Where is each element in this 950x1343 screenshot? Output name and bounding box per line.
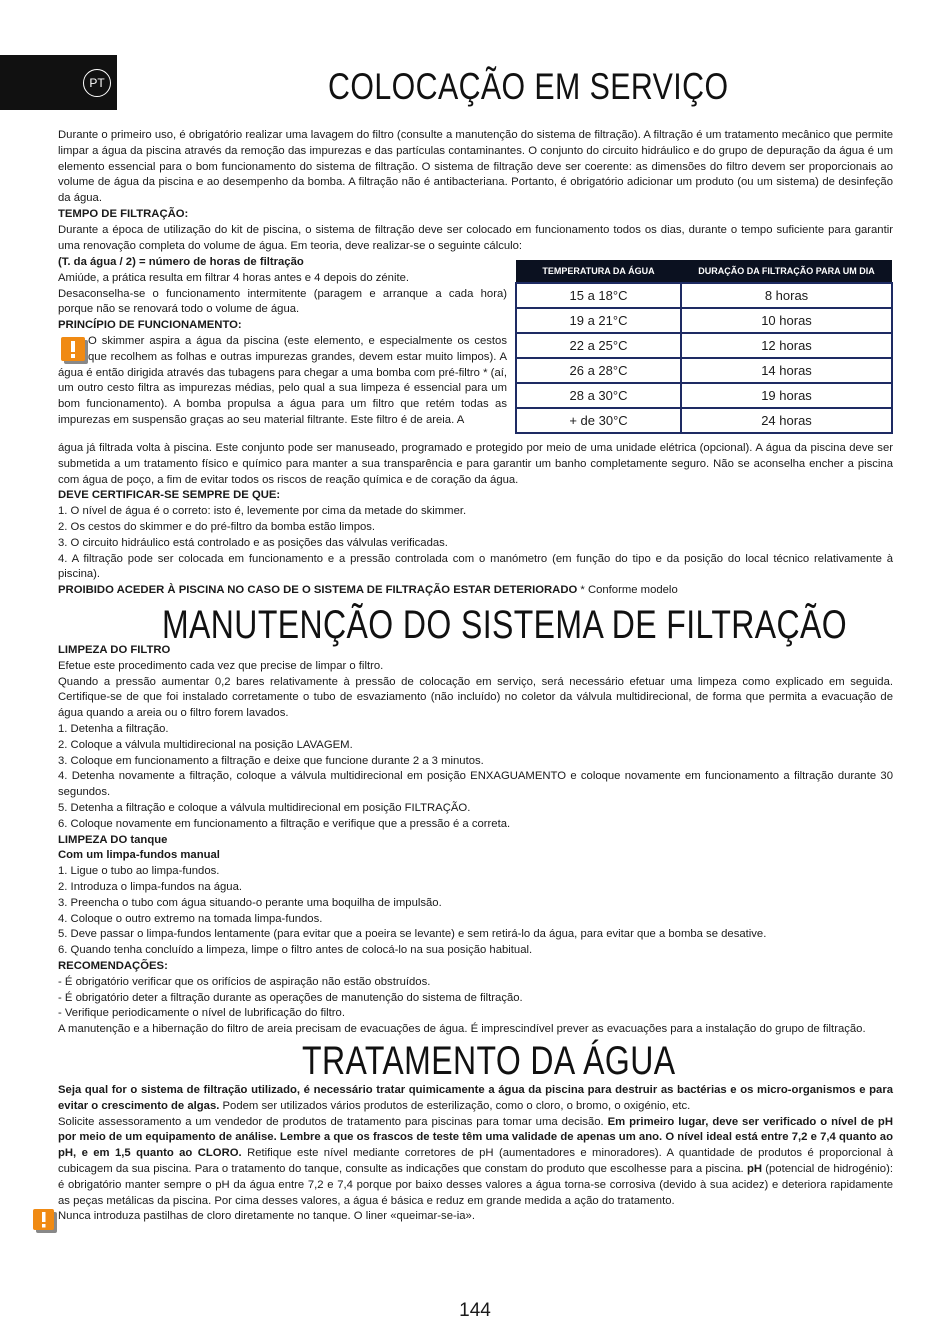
table-header-row xyxy=(516,260,892,283)
duration-cell: 10 horas xyxy=(681,308,892,333)
limpeza-tanque-heading: LIMPEZA DO tanque xyxy=(58,833,168,846)
tratamento-paragraph-3: Nunca introduza pastilhas de cloro diretamente no tanque. O liner «queimar-se-ia». xyxy=(58,1210,475,1223)
filtro-step: 1. Detenha a filtração. xyxy=(58,722,169,735)
tanque-step: 4. Coloque o outro extremo na tomada limpa-fundos. xyxy=(58,912,323,925)
deve-item: 1. O nível de água é o correto: isto é, levemente por cima da metade do skimmer. xyxy=(58,505,467,518)
deve-heading: DEVE CERTIFICAR-SE SEMPRE DE QUE: xyxy=(58,489,281,502)
tratamento-paragraph-1: Seja qual for o sistema de filtração utilizado, é necessário tratar quimicamente a água da piscina para destruir as bactérias e os micro-organismos e para evitar o crescimento de algas. Podem ser utilizados vários produtos de esterilização, como o cloro, o bromo, o oxigénio, etc. xyxy=(58,1084,893,1112)
duration-cell: 8 horas xyxy=(681,283,892,308)
temperature-cell: 22 a 25°C xyxy=(516,333,681,358)
duration-cell: 12 horas xyxy=(681,333,892,358)
table-row xyxy=(516,383,892,408)
table-row xyxy=(516,408,892,433)
intermittent-line: Desaconselha-se o funcionamento intermitente (paragem e arranque a cada hora) porque não se renovará todo o volume de água. xyxy=(58,287,507,316)
limpeza-filtro-line: Quando a pressão aumentar 0,2 bares relativamente à pressão de colocação em serviço, será necessário efetuar uma limpeza como explicado em seguida. Certifique-se de que foi instalado corretamente o tubo de esvaziamento (não incluído) no coletor da válvula multidirecional, de forma que permita a evacuação de água quando a areia ou o filtro forem lavados. xyxy=(58,675,893,720)
formula: (T. da água / 2) = número de horas de filtração xyxy=(58,256,304,268)
proibido-line: PROIBIDO ACEDER À PISCINA NO CASO DE O SISTEMA DE FILTRAÇÃO ESTAR DETERIORADO * Conforme modelo xyxy=(58,584,678,597)
tempo-paragraph: Durante a época de utilização do kit de piscina, o sistema de filtração deve ser colocado em funcionamento todos os dias, durante o tempo suficiente para garantir uma renovação completa do volume de água. Em teoria, deve realizar-se o seguinte cálculo: xyxy=(58,223,893,252)
tanque-step: 2. Introduza o limpa-fundos na água. xyxy=(58,880,243,893)
tanque-step: 5. Deve passar o limpa-fundos lentamente (para evitar que a poeira se levante) e sem retirá-lo da água, para evitar que a bomba se desative. xyxy=(58,928,767,941)
duration-cell: 19 horas xyxy=(681,383,892,408)
page-number: 144 xyxy=(459,1300,491,1321)
temperature-cell: + de 30°C xyxy=(516,408,681,433)
filtro-step: 4. Detenha novamente a filtração, coloque a válvula multidirecional em posição ENXAGUAMENTO e coloque novamente em funcionamento a filtração durante 30 segundos. xyxy=(58,770,893,799)
recomendacao-item: - É obrigatório deter a filtração durante as operações de manutenção do sistema de filtração. xyxy=(58,991,523,1004)
section1-left-column xyxy=(58,255,507,429)
filtro-step: 5. Detenha a filtração e coloque a válvula multidirecional em posição FILTRAÇÃO. xyxy=(58,801,471,814)
table-header-temperature: TEMPERATURA DA ÁGUA xyxy=(516,260,681,283)
temperature-cell: 26 a 28°C xyxy=(516,358,681,383)
duration-cell: 14 horas xyxy=(681,358,892,383)
recomendacoes-heading: RECOMENDAÇÕES: xyxy=(58,959,168,972)
recomendacao-item: - É obrigatório verificar que os orifícios de aspiração não estão obstruídos. xyxy=(58,975,431,988)
section-title-manutencao: MANUTENÇÃO DO SISTEMA DE FILTRAÇÃO xyxy=(162,603,848,647)
table-row xyxy=(516,283,892,308)
section-title-colocacao: COLOCAÇÃO EM SERVIÇO xyxy=(328,66,729,107)
section-title-tratamento: TRATAMENTO DA ÁGUA xyxy=(302,1039,676,1083)
section1-lower xyxy=(58,441,893,599)
filtration-table xyxy=(515,260,893,434)
table-header-duration: DURAÇÃO DA FILTRAÇÃO PARA UM DIA xyxy=(681,260,892,283)
tanque-step: 1. Ligue o tubo ao limpa-fundos. xyxy=(58,865,220,878)
section2-body xyxy=(58,643,893,1038)
limpeza-filtro-heading: LIMPEZA DO FILTRO xyxy=(58,644,171,656)
section3-body xyxy=(58,1083,893,1225)
tanque-step: 3. Preencha o tubo com água situando-o perante uma boquilha de impulsão. xyxy=(58,896,442,909)
deve-item: 2. Os cestos do skimmer e do pré-filtro da bomba estão limpos. xyxy=(58,520,376,533)
practice-line: Amiúde, a prática resulta em filtrar 4 horas antes e 4 depois do zénite. xyxy=(58,271,410,284)
principio-continuation: água já filtrada volta à piscina. Este conjunto pode ser manuseado, programado e protegido por meio de uma unidade elétrica (opcional). A água da piscina deve ser submetida a um tratamento físico e químico para manter a sua transparência e para garantir um banho completamente seguro. Não se aconselha encher a piscina com água de poço, a fim de evitar todos os riscos de reação química e de coração da água. xyxy=(58,442,893,486)
deve-item: 3. O circuito hidráulico está controlado e as posições das válvulas verificadas. xyxy=(58,536,448,549)
tanque-step: 6. Quando tenha concluído a limpeza, limpe o filtro antes de colocá-lo na sua posição habitual. xyxy=(58,944,533,957)
deve-item: 4. A filtração pode ser colocada em funcionamento e a pressão controlada com o manómetro (em função do tipo e da posição do local técnico relativamente à piscina). xyxy=(58,552,893,581)
language-badge: PT xyxy=(83,69,111,97)
principio-paragraph: O skimmer aspira a água da piscina (este elemento, e especialmente os cestos que recolhem as folhas e outras impurezas grandes, devem estar muito limpos). A água é então dirigida através das tubagens para chegar a uma bomba com pré-filtro * (aí, um outro cesto filtra as impurezas médias, pelo qual a sua limpeza é essencial para um bom funcionamento). A bomba propulsa a água para um filtro que retém todas as impurezas em suspensão graças ao seu material filtrante. Este filtro é de areia. A xyxy=(58,334,507,426)
filtro-step: 6. Coloque novamente em funcionamento a filtração e verifique que a pressão é a correta. xyxy=(58,817,511,830)
filtro-step: 3. Coloque em funcionamento a filtração e deixe que funcione durante 2 a 3 minutos. xyxy=(58,754,484,767)
table-row xyxy=(516,358,892,383)
section1-upper xyxy=(58,128,893,254)
intro-paragraph: Durante o primeiro uso, é obrigatório realizar uma lavagem do filtro (consulte a manutenção do sistema de filtração). A filtração é um tratamento mecânico que permite limpar a água da piscina através da remoção das impurezas e das partículas contaminantes. O conjunto do circuito hidráulico e do grupo de depuração da água é um elemento essencial para o bom funcionamento do sistema de filtração. O sistema de filtração deve ser coerente: as dimensões do filtro devem ser proporcionais ao volume de água da piscina e ao desempenho da bomba. A filtração não é antibacteriana. Portanto, é obrigatório adicionar um produto (ou um sistema) de desinfeção da água. xyxy=(58,129,893,205)
recomendacao-item: - Verifique periodicamente o nível de lubrificação do filtro. xyxy=(58,1007,345,1020)
duration-cell: 24 horas xyxy=(681,408,892,433)
warning-icon xyxy=(33,1209,57,1233)
principio-heading: PRINCÍPIO DE FUNCIONAMENTO: xyxy=(58,319,242,332)
temperature-cell: 19 a 21°C xyxy=(516,308,681,333)
table-row xyxy=(516,308,892,333)
limpa-fundos-heading: Com um limpa-fundos manual xyxy=(58,849,220,862)
warning-icon xyxy=(61,337,89,365)
table-row xyxy=(516,333,892,358)
recomendacao-item: A manutenção e a hibernação do filtro de areia precisam de evacuações de água. É imprescindível prever as evacuações para a instalação do grupo de filtração. xyxy=(58,1023,866,1036)
temperature-cell: 28 a 30°C xyxy=(516,383,681,408)
filtro-step: 2. Coloque a válvula multidirecional na posição LAVAGEM. xyxy=(58,738,353,751)
limpeza-filtro-line: Efetue este procedimento cada vez que precise de limpar o filtro. xyxy=(58,659,384,672)
tratamento-paragraph-2: Solicite assessoramento a um vendedor de produtos de tratamento para piscinas para tomar uma decisão. Em primeiro lugar, deve ser verificado o nível de pH por meio de um equipamento de análise. Lembre a que os frascos de teste têm uma validade de apenas um ano. O nível ideal está entre 7,2 e 7,4 quanto ao pH, e em 1,5 quanto ao CLORO. Retifique este nível mediante corretores de pH (aumentadores e minoradores). A quantidade de produtos é proporcional à cubicagem da sua piscina. Para o tratamento do tanque, consulte as indicações que constam do produto que escolhesse para a piscina. pH (potencial de hidrogénio): é obrigatório manter sempre o pH da água entre 7,2 e 7,4 porque por baixo desses valores a água torna-se corrosiva (devido à sua acidez) e deteriora rapidamente as peças metálicas da piscina. Por cima desses valores, a água é básica e reduz em grande medida a ação do tratamento. xyxy=(58,1115,893,1207)
temperature-cell: 15 a 18°C xyxy=(516,283,681,308)
tempo-heading: TEMPO DE FILTRAÇÃO: xyxy=(58,207,189,220)
